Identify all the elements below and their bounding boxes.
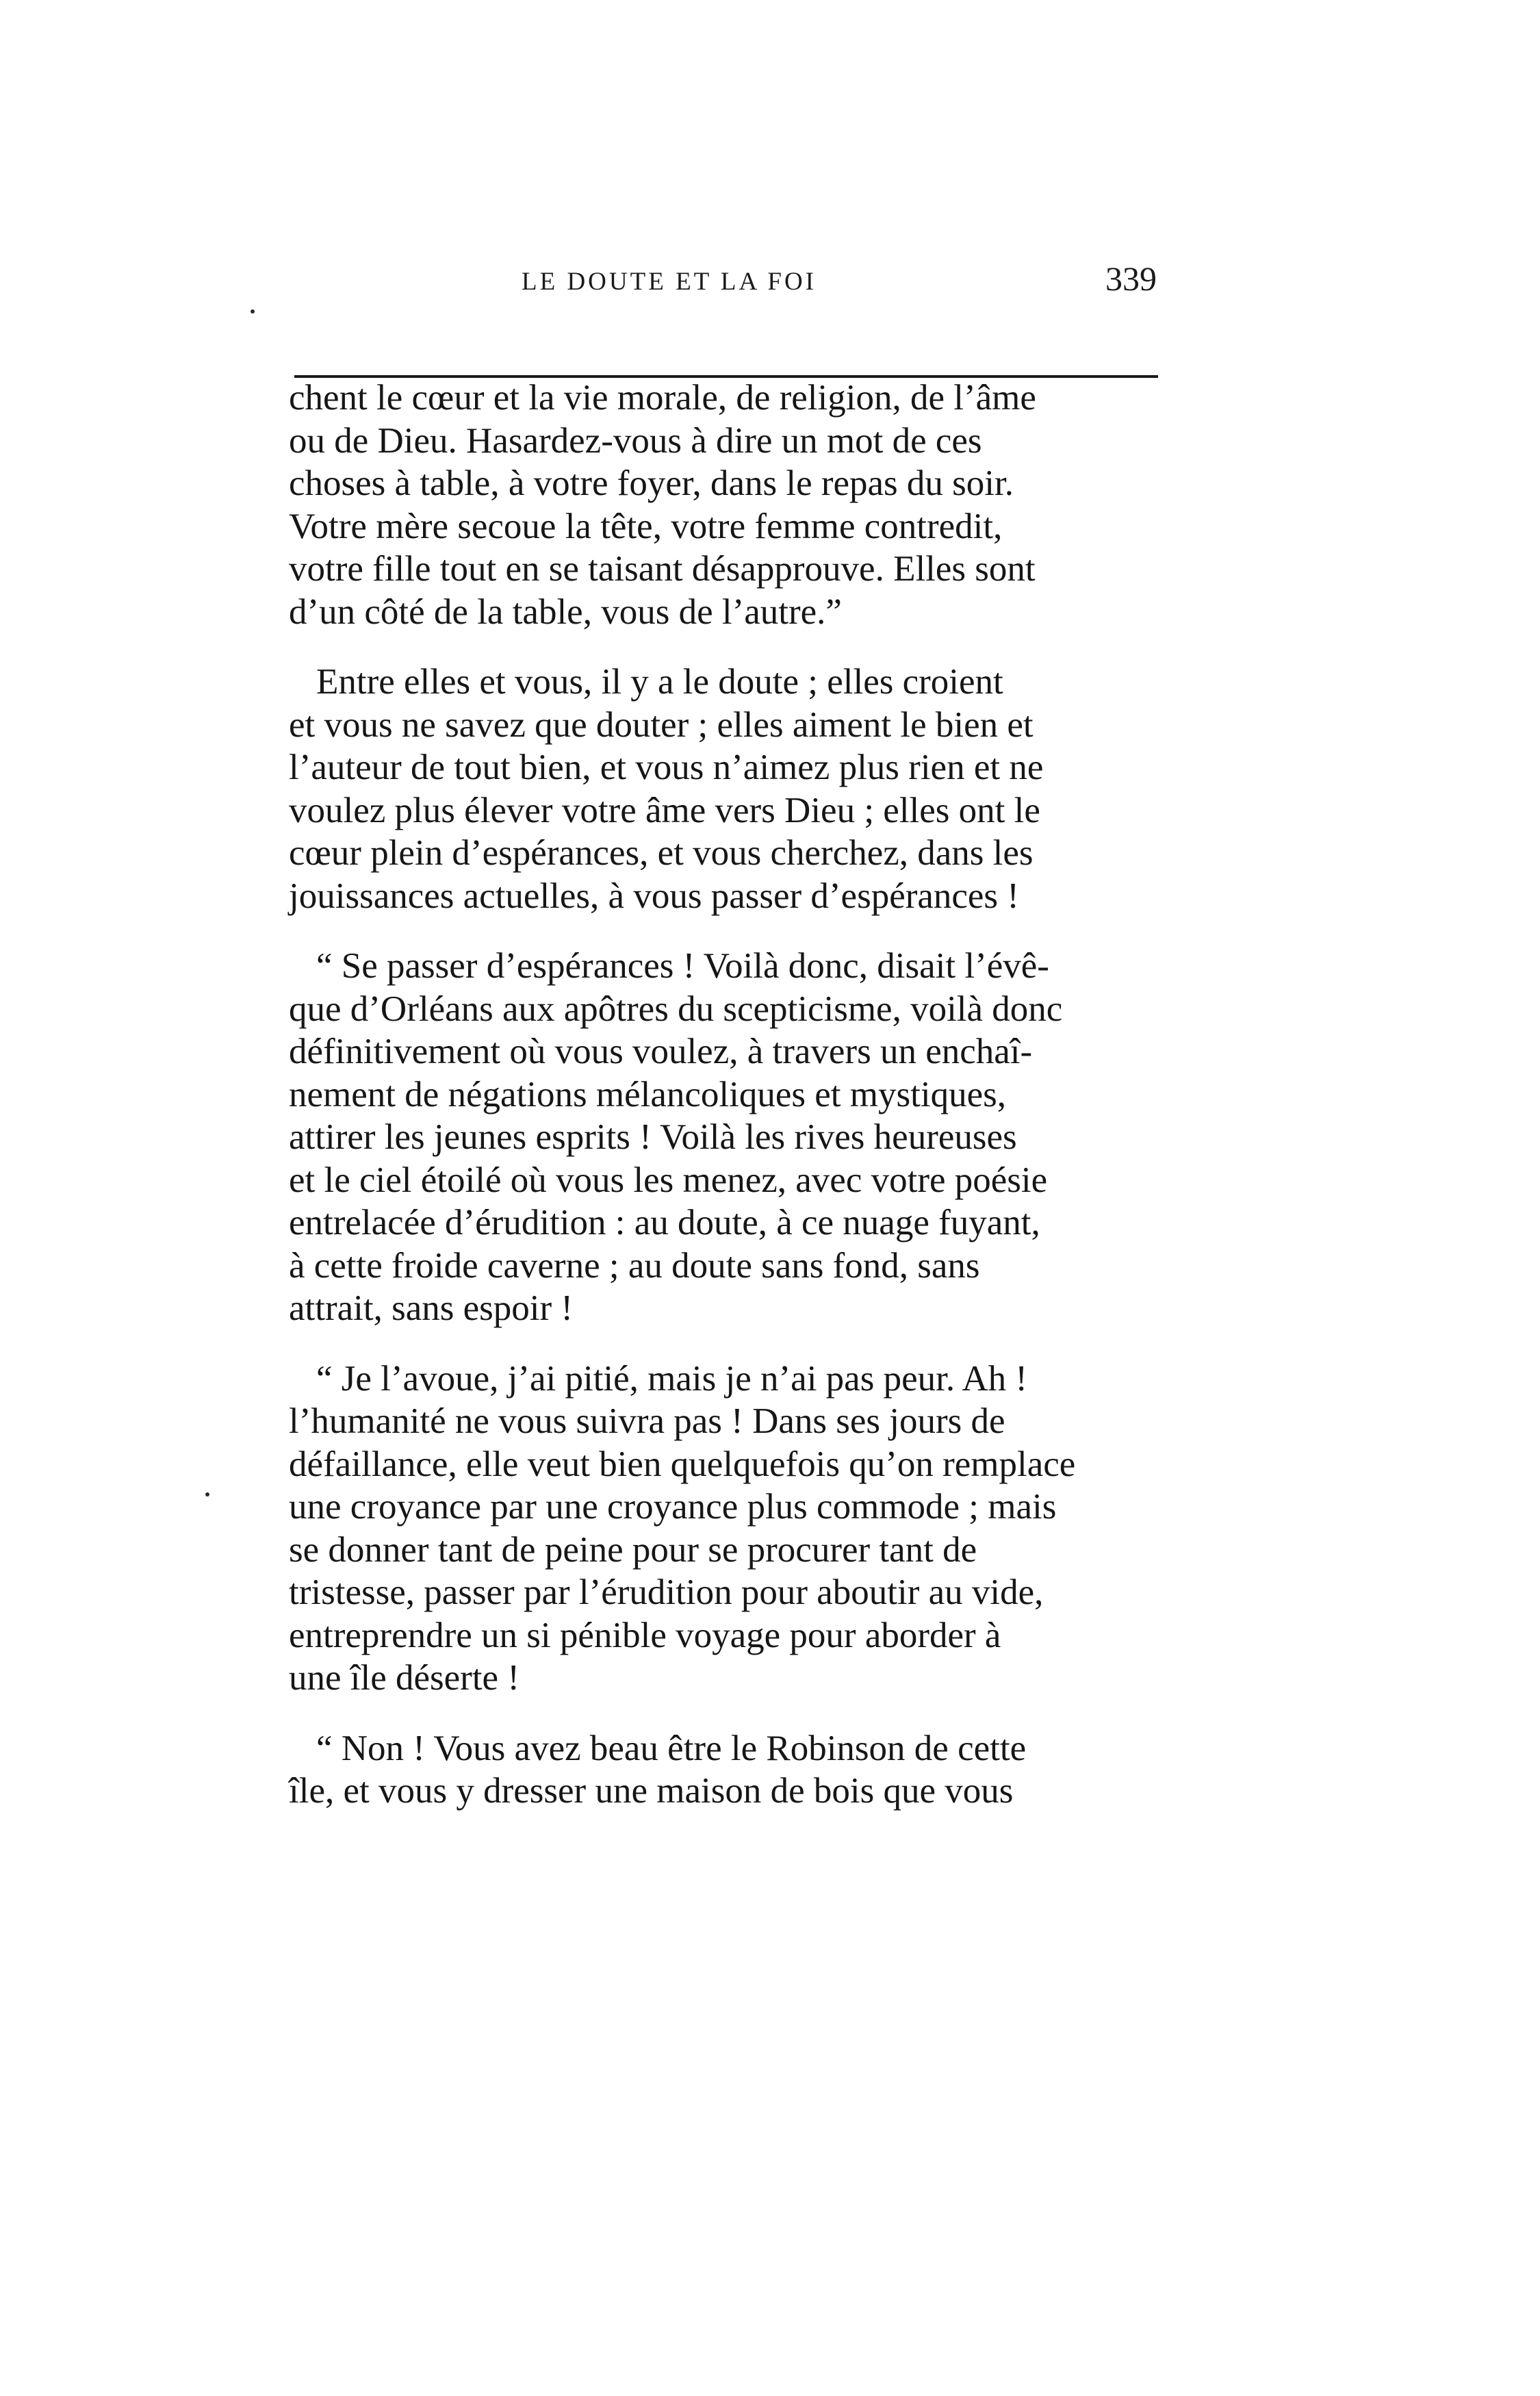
body-text: [289, 377, 1158, 1840]
paragraph-continued: chent le cœur et la vie morale, de religion, de l’âme ou de Dieu. Hasardez-vous à dire un mot de ces choses à table, à votre foyer, dans le repas du soir. Votre mère secoue la tête, votre femme contredit, votre fille tout en se taisant désapprouve. Elles sont d’un côté de la table, vous de l’autre.”: [289, 378, 1036, 632]
margin-speck: [205, 1492, 209, 1496]
paragraph: “ Non ! Vous avez beau être le Robinson de cette île, et vous y dresser une maison de bois que vous: [289, 1728, 1027, 1811]
margin-speck: [251, 309, 255, 314]
running-head: [294, 259, 1158, 307]
paragraph: Entre elles et vous, il y a le doute ; elles croient et vous ne savez que douter ; elles aiment le bien et l’auteur de tout bien, et vous n’aimez plus rien et ne voulez plus élever votre âme vers Dieu ; elles ont le cœur plein d’espérances, et vous cherchez, dans les jouissances actuelles, à vous passer d’espérances !: [289, 662, 1044, 916]
paragraph: “ Se passer d’espérances ! Voilà donc, disait l’évê- que d’Orléans aux apôtres du scepticisme, voilà donc définitivement où vous voulez, à travers un enchaî- nement de négations mélancoliques et mystiques, attirer les jeunes esprits ! Voilà les rives heureuses et le ciel étoilé où vous les menez, avec votre poésie entrelacée d’érudition : au doute, à ce nuage fuyant, à cette froide caverne ; au doute sans fond, sans attrait, sans espoir !: [289, 946, 1063, 1328]
running-title: LE DOUTE ET LA FOI: [522, 268, 817, 296]
page-number: 339: [1105, 259, 1157, 298]
paragraph: “ Je l’avoue, j’ai pitié, mais je n’ai pas peur. Ah ! l’humanité ne vous suivra pas ! Dans ses jours de défaillance, elle veut bien quelquefois qu’on remplace une croyance par une croyance plus commode ; mais se donner tant de peine pour se procurer tant de tristesse, passer par l’érudition pour aboutir au vide, entreprendre un si pénible voyage pour aborder à une île déserte !: [289, 1358, 1076, 1698]
